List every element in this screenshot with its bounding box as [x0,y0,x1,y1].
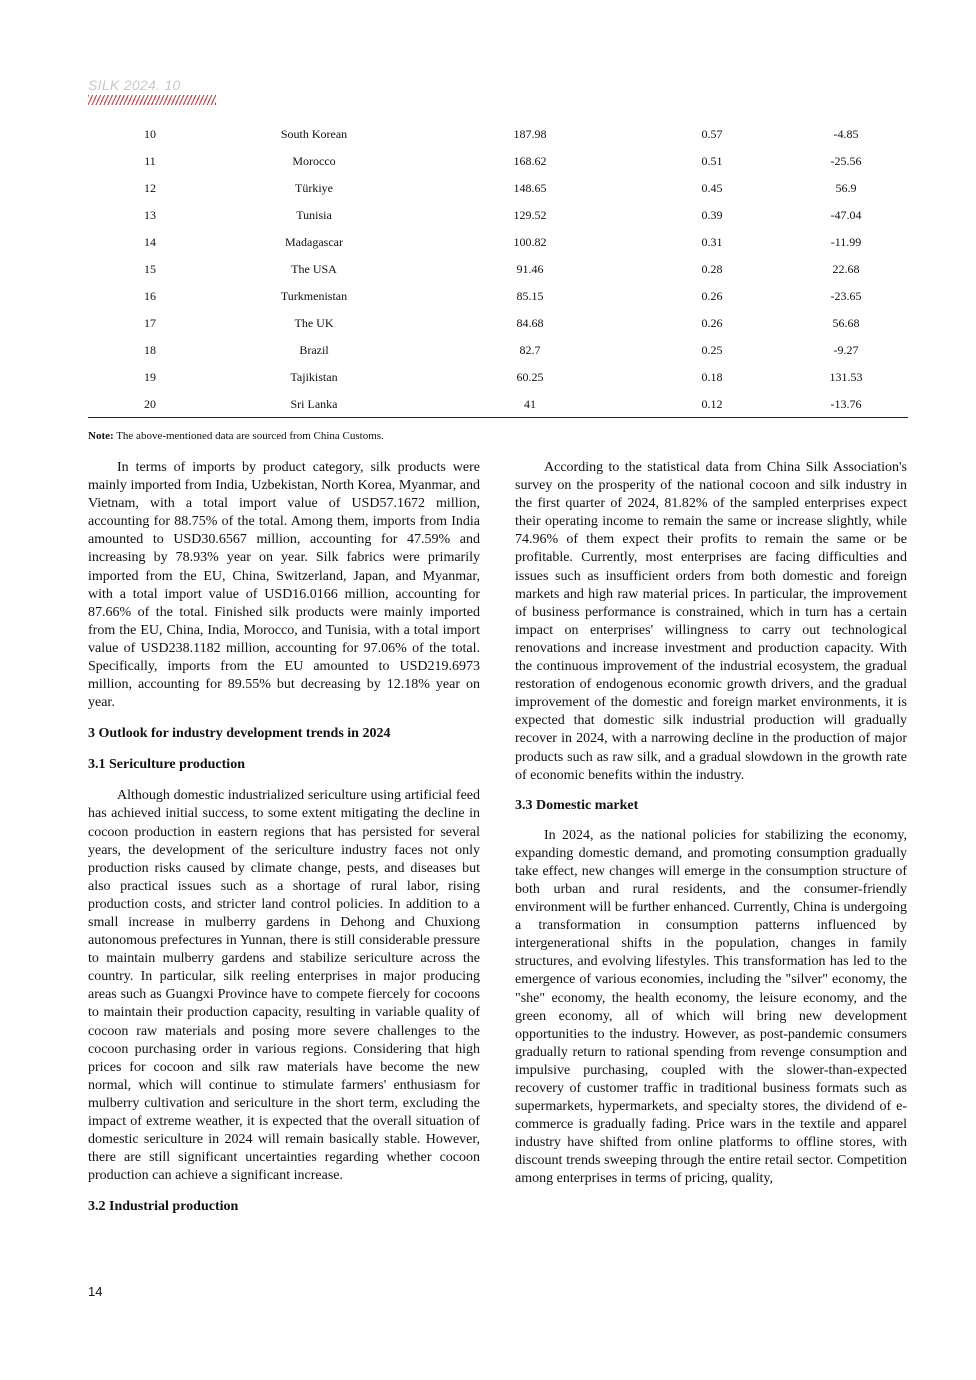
change-cell: -4.85 [833,127,859,141]
value-cell: 91.46 [516,262,544,276]
table-note [88,430,384,442]
spacer [515,785,907,797]
country-cell: South Korean [280,127,348,141]
spacer [88,774,480,787]
change-cell: -11.99 [830,235,862,249]
country-cell: Turkmenistan [280,289,348,303]
paragraph-sericulture: Although domestic industrialized sericulture using artificial feed has achieved initial success, to some extent mitigating the decline in cocoon production in eastern regions that has persisted for several years, the development of the sericulture industry faces not only production risks caused by climate change, pests, and diseases but also practical issues such as a shortage of rural labor, rising production costs, and stricter land control policies. In addition to a small increase in mulberry gardens in Dehong and Chuxiong autonomous prefectures in Yunnan, there is still considerable pressure to maintain mulberry gardens and stabilize sericulture across the country. In particular, silk reeling enterprises in major producing areas such as Guangxi Province have to compete fiercely for cocoons to maintain their production capacity, resulting in variable quality of cocoon raw materials and posing more severe challenges to the cocoon purchasing order in various regions. Considering that high prices for cocoon and silk raw materials have become the new normal, which will continue to stimulate farmers' enthusiasm for mulberry cultivation and sericulture in the short term, excluding the impact of extreme weather, it is expected that the overall situation of domestic sericulture in 2024 will remain basically stable. However, there are still significant uncertainties regarding whether cocoon production can achieve a significant increase. [88,788,480,1184]
change-cell: 131.53 [829,370,863,384]
table-row [88,174,908,201]
share-cell: 0.57 [701,127,723,141]
country-cell: Morocco [292,154,336,168]
section-heading-domestic-market: 3.3 Domestic market [515,797,639,813]
table-row [88,390,908,417]
country-cell: The USA [291,262,337,276]
rank-cell: 20 [144,397,156,411]
table-row [88,255,908,282]
table-row [88,363,908,390]
share-cell: 0.18 [701,370,723,384]
rank-cell: 16 [144,289,156,303]
value-cell: 100.82 [513,235,547,249]
note-text: The above-mentioned data are sourced from China Customs. [113,430,384,442]
section-heading-outlook: 3 Outlook for industry development trends in 2024 [88,726,391,742]
value-cell: 84.68 [516,316,544,330]
value-cell: 41 [524,397,536,411]
rank-cell: 12 [144,181,156,195]
table-row [88,282,908,309]
change-cell: -25.56 [830,154,862,168]
rank-cell: 17 [144,316,156,330]
value-cell: 168.62 [513,154,547,168]
value-cell: 187.98 [513,127,547,141]
change-cell: -9.27 [833,343,859,357]
note-label: Note: [88,430,114,442]
table-row [88,309,908,336]
spacer [88,712,480,725]
paragraph-industrial-outlook: According to the statistical data from China Silk Association's survey on the prosperity of the national cocoon and silk industry in the first quarter of 2024, 81.82% of the sampled enterprises expect their operating income to remain the same or increase slightly, while 74.96% of them expect their profits to remain the same or be profitable. Currently, most enterprises are facing difficulties and issues such as insufficient orders from both domestic and foreign markets and high raw material prices. In particular, the improvement of business performance is constrained, which in turn has a certain impact on enterprises' willingness to carry out technological renovations and increase investment and production capacity. With the continuous improvement of the industrial ecosystem, the gradual restoration of endogenous economic growth drivers, and the gradual improvement of the domestic and foreign market environments, it is expected that domestic silk industrial production will gradually recover in 2024, with a narrowing decline in the production of major products such as raw silk, and a gradual slowdown in the growth rate of economic benefits within the industry. [515,460,907,783]
country-cell: The UK [294,316,334,330]
share-cell: 0.45 [701,181,723,195]
share-cell: 0.25 [701,343,723,357]
rank-cell: 18 [144,343,156,357]
share-cell: 0.51 [701,154,723,168]
value-cell: 60.25 [516,370,544,384]
share-cell: 0.26 [701,316,723,330]
table-row [88,336,908,363]
page-number: 14 [88,1284,103,1299]
rank-cell: 15 [144,262,156,276]
share-cell: 0.31 [701,235,723,249]
table-row [88,201,908,228]
table-row [88,147,908,174]
value-cell: 129.52 [513,208,547,222]
rank-cell: 19 [144,370,156,384]
rank-cell: 10 [144,127,156,141]
country-cell: Brazil [299,343,329,357]
change-cell: -13.76 [830,397,862,411]
section-heading-sericulture: 3.1 Sericulture production [88,757,245,773]
rank-cell: 13 [144,208,156,222]
rank-cell: 14 [144,235,156,249]
import-table [88,120,908,418]
left-column [88,459,480,1216]
rank-cell: 11 [144,154,156,168]
spacer [88,1185,480,1198]
country-cell: Sri Lanka [290,397,338,411]
country-cell: Tunisia [296,208,332,222]
change-cell: 56.68 [832,316,860,330]
change-cell: -47.04 [830,208,862,222]
section-heading-industrial-production: 3.2 Industrial production [88,1199,239,1215]
spacer [515,815,907,827]
paragraph-domestic-market: In 2024, as the national policies for stabilizing the economy, expanding domestic demand, and promoting consumption gradually take effect, new changes will emerge in the consumption structure of both urban and rural residents, and the consumer-friendly environment will be further enhanced. Currently, China is undergoing a transformation in consumption patterns influenced by intergenerational shifts in the population, changes in family structures, and evolving lifestyles. This transformation has led to the emergence of various economies, including the "silver" economy, the "she" economy, the health economy, the leisure economy, and the green economy, all of which will bring new development opportunities to the industry. However, as post-pandemic consumers gradually return to rational spending from revenge consumption and impulsive purchasing, coupled with the slower-than-expected recovery of customer traffic in traditional business formats such as supermarkets, hypermarkets, and specialty stores, the dividend of e-commerce is gradually fading. Price wars in the textile and apparel industry have shifted from online platforms to offline stores, with discount trends sweeping through the entire retail sector. Competition among enterprises in terms of pricing, quality, [515,827,907,1187]
share-cell: 0.39 [701,208,723,222]
table-row [88,228,908,255]
change-cell: -23.65 [830,289,862,303]
share-cell: 0.12 [701,397,723,411]
right-column [515,459,907,1189]
change-cell: 22.68 [832,262,860,276]
country-cell: Türkiye [295,181,333,195]
value-cell: 85.15 [516,289,544,303]
table-row [88,120,908,147]
country-cell: Tajikistan [290,370,338,384]
paragraph-imports-by-category: In terms of imports by product category, silk products were mainly imported from India, Uzbekistan, North Korea, Myanmar, and Vietnam, with a total import value of USD57.1672 million, accounting for 88.75% of the total. Among them, imports from India amounted to USD30.6567 million, accounting for 47.59% and increasing by 78.93% year on year. Silk fabrics were primarily imported from the EU, China, Switzerland, Japan, and Myanmar, with a total import value of USD16.0166 million, accounting for 87.66% of the total. Finished silk products were mainly imported from the EU, China, India, Morocco, and Tunisia, with a total import value of USD238.1182 million, accounting for 97.06% of the total. Specifically, imports from the EU amounted to USD219.6973 million, accounting for 89.55% but decreasing by 12.18% year on year. [88,460,480,711]
country-cell: Madagascar [285,235,343,249]
change-cell: 56.9 [835,181,857,195]
header-hatch-decoration [88,95,216,105]
value-cell: 148.65 [513,181,547,195]
journal-title: SILK 2024. 10 [88,77,181,93]
running-header [88,77,216,105]
value-cell: 82.7 [519,343,541,357]
share-cell: 0.28 [701,262,723,276]
share-cell: 0.26 [701,289,723,303]
spacer [88,743,480,756]
